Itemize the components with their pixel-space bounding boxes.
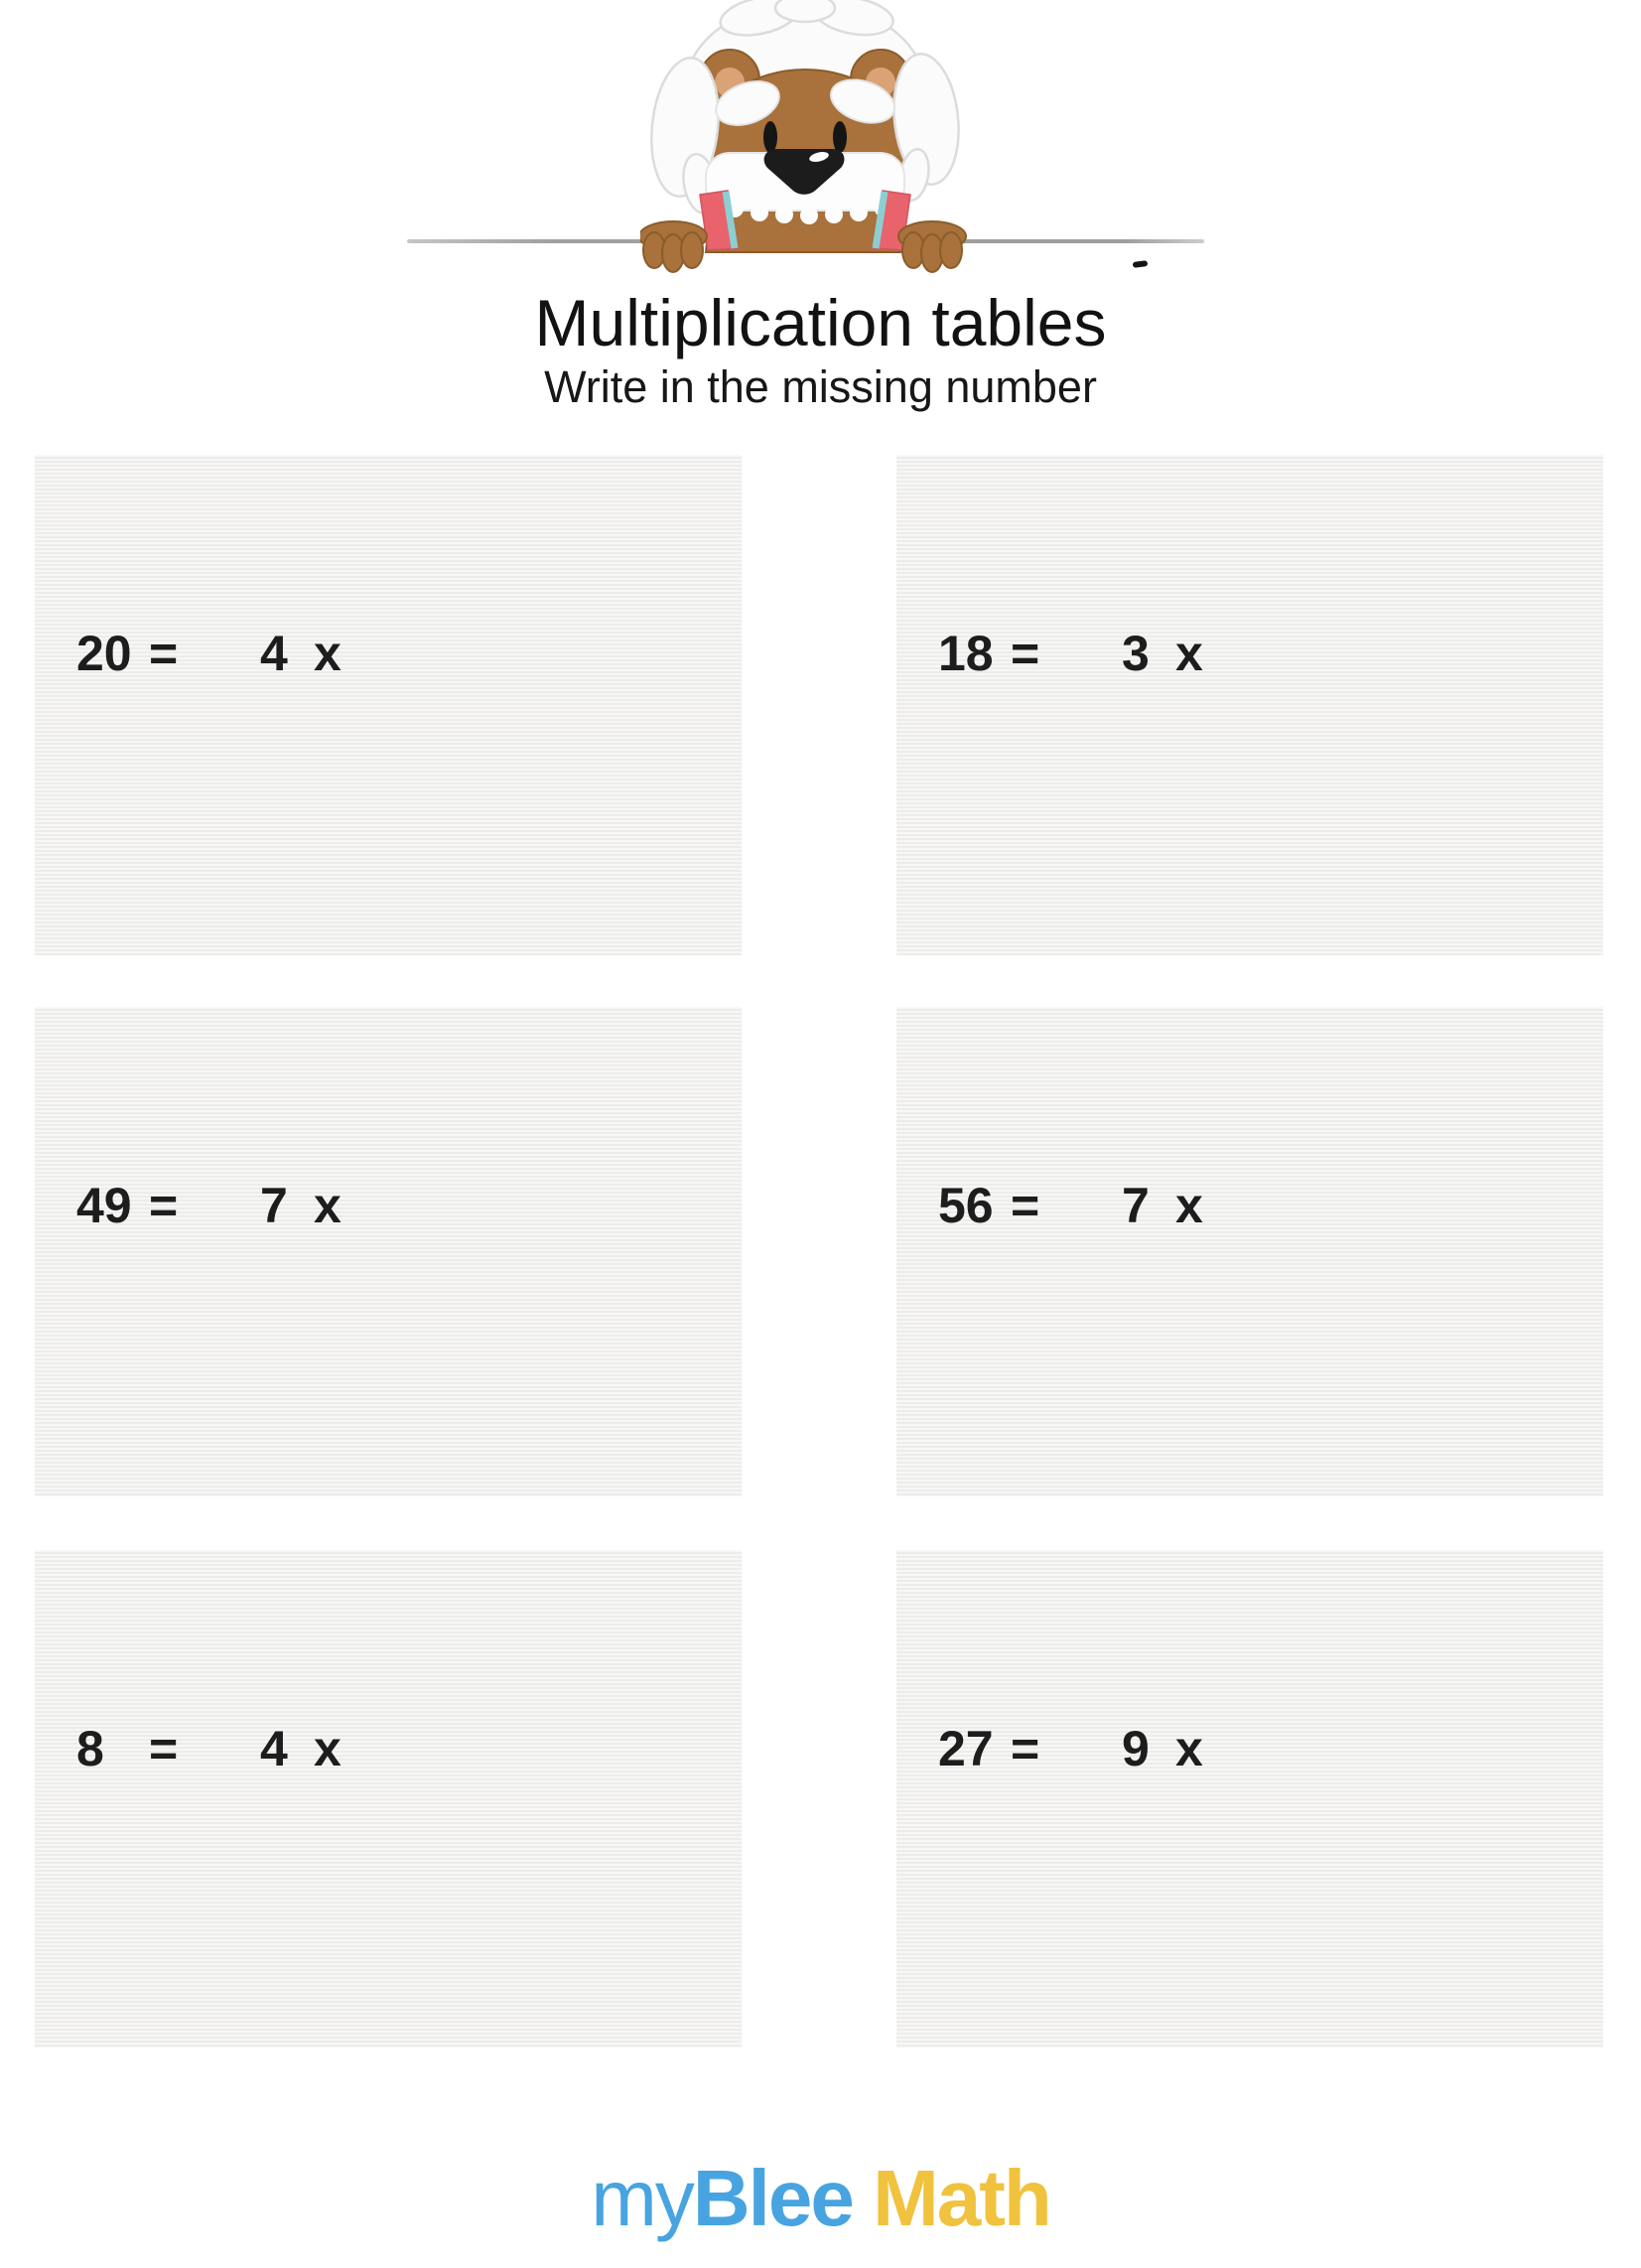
problem-card-1 — [35, 455, 742, 955]
factor-value: 3 — [1122, 626, 1150, 681]
result-value: 27 — [938, 1721, 994, 1776]
factor-value: 4 — [260, 626, 288, 681]
equals-sign: = — [1011, 1721, 1040, 1776]
problem-card-6 — [896, 1550, 1603, 2048]
answer-blank[interactable] — [1203, 630, 1352, 681]
equation — [938, 626, 1352, 681]
problem-card-4 — [896, 1007, 1603, 1496]
factor-value: 4 — [260, 1721, 288, 1776]
answer-blank[interactable] — [342, 630, 490, 681]
logo-my: my — [591, 2154, 693, 2242]
problem-card-2 — [896, 455, 1603, 955]
result-value: 18 — [938, 626, 994, 681]
equals-sign: = — [149, 1721, 179, 1776]
times-sign: x — [314, 1721, 342, 1776]
factor-value: 7 — [1122, 1178, 1150, 1233]
equation — [76, 1721, 490, 1776]
equals-sign: = — [149, 1178, 179, 1233]
times-sign: x — [314, 626, 342, 681]
result-value: 49 — [76, 1178, 132, 1233]
answer-blank[interactable] — [1203, 1725, 1352, 1776]
page-title: Multiplication tables — [534, 286, 1107, 359]
equals-sign: = — [149, 626, 179, 681]
times-sign: x — [1175, 1178, 1203, 1233]
logo-math: Math — [852, 2154, 1050, 2242]
equation — [76, 626, 490, 681]
equals-sign: = — [1011, 626, 1040, 681]
answer-blank[interactable] — [342, 1182, 490, 1233]
equals-sign: = — [1011, 1178, 1040, 1233]
stray-mark — [1133, 260, 1149, 268]
problem-card-3 — [35, 1007, 742, 1496]
result-value: 8 — [76, 1721, 104, 1776]
equation — [938, 1178, 1352, 1233]
einstein-bear-mascot — [640, 0, 968, 276]
problem-card-5 — [35, 1550, 742, 2048]
factor-value: 9 — [1122, 1721, 1150, 1776]
result-value: 20 — [76, 626, 132, 681]
equation — [76, 1178, 490, 1233]
answer-blank[interactable] — [1203, 1182, 1352, 1233]
page-subtitle: Write in the missing number — [544, 361, 1097, 412]
times-sign: x — [1175, 626, 1203, 681]
times-sign: x — [1175, 1721, 1203, 1776]
myblee-math-logo — [0, 2153, 1641, 2244]
times-sign: x — [314, 1178, 342, 1233]
result-value: 56 — [938, 1178, 994, 1233]
logo-blee: Blee — [692, 2154, 853, 2242]
factor-value: 7 — [260, 1178, 288, 1233]
answer-blank[interactable] — [342, 1725, 490, 1776]
equation — [938, 1721, 1352, 1776]
